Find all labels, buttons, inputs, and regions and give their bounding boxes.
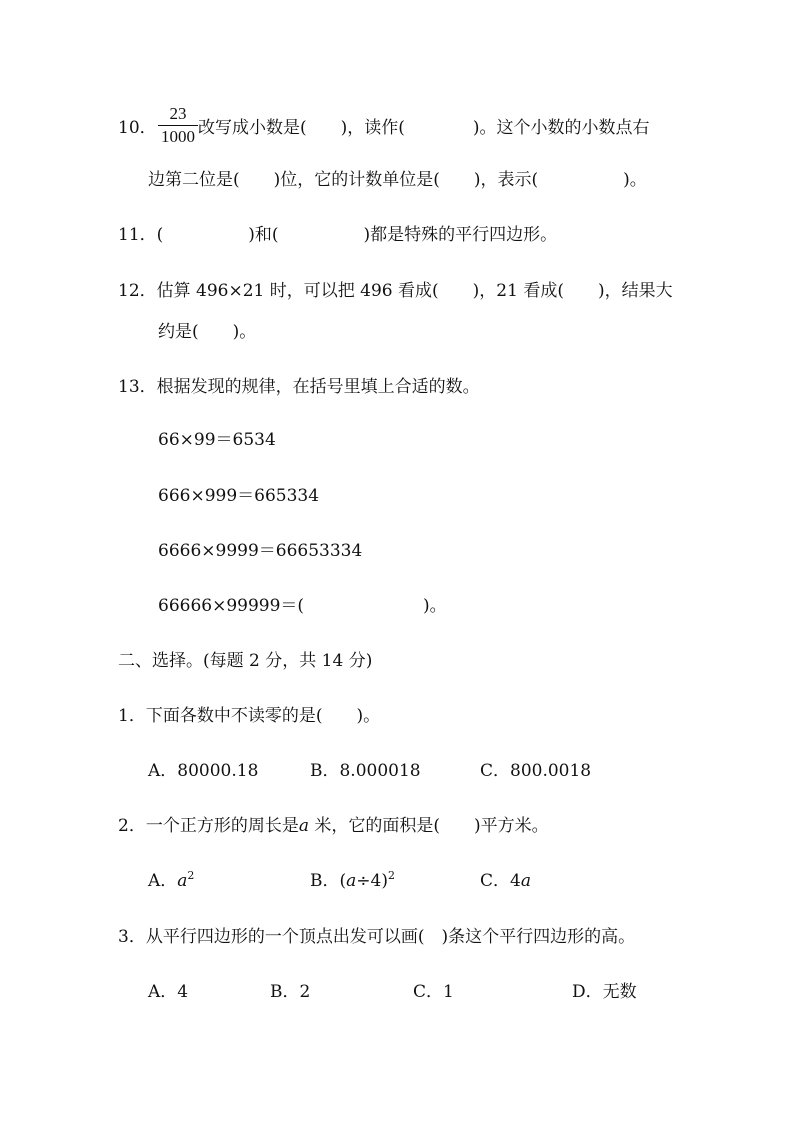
- choice-1-option-b: B．8.000018: [310, 761, 421, 781]
- q10-fraction: [158, 104, 198, 147]
- q13-equation-1: 66×99＝6534: [158, 430, 276, 450]
- q12-line1-text: 12．估算 496×21 时，可以把 496 看成( )，21 看成( )，结果大: [118, 281, 673, 301]
- choice-2-stem-part2: 米，它的面积是( )平方米。: [308, 816, 549, 836]
- q10-line1-text: 改写成小数是( )，读作( )。这个小数的小数点右: [198, 118, 650, 138]
- q11-text: 11．( )和( )都是特殊的平行四边形。: [118, 225, 558, 245]
- choice-2-stem-part1: 2．一个正方形的周长是: [118, 816, 299, 836]
- option-b-label: B．(: [310, 871, 347, 891]
- option-b-variable: a: [346, 871, 357, 891]
- q13-equation-4: 66666×99999＝( )。: [158, 596, 447, 616]
- option-a-exponent: 2: [187, 869, 195, 882]
- fraction-bar: [158, 125, 198, 126]
- choice-1-stem: 1．下面各数中不读零的是( )。: [118, 706, 381, 726]
- choice-2-option-c: [480, 870, 531, 892]
- fraction-numerator: 23: [169, 104, 187, 123]
- choice-2-option-b: [310, 870, 395, 892]
- choice-3-option-c: C．1: [413, 982, 454, 1002]
- q10-line2-text: 边第二位是( )位，它的计数单位是( )，表示( )。: [148, 170, 647, 190]
- choice-2-stem: [118, 815, 549, 837]
- section-2-title: 二、选择。(每题 2 分，共 14 分): [118, 651, 373, 671]
- option-b-rest: ÷4): [356, 871, 388, 891]
- choice-3-option-a: A．4: [148, 982, 189, 1002]
- choice-1-option-a: A．80000.18: [148, 761, 259, 781]
- fraction-denominator: 1000: [161, 127, 195, 146]
- q13-text: 13．根据发现的规律，在括号里填上合适的数。: [118, 377, 480, 397]
- option-c-label: C．4: [480, 871, 521, 891]
- option-b-exponent: 2: [387, 869, 395, 882]
- choice-3-option-d: D．无数: [572, 982, 637, 1002]
- q12-line2-text: 约是( )。: [158, 322, 257, 342]
- choice-2-option-a: [148, 870, 194, 892]
- option-a-variable: a: [177, 871, 188, 891]
- q13-equation-3: 6666×9999＝66653334: [158, 541, 363, 561]
- choice-3-stem: 3．从平行四边形的一个顶点出发可以画( )条这个平行四边形的高。: [118, 927, 636, 947]
- choice-1-option-c: C．800.0018: [480, 761, 592, 781]
- variable-a: a: [298, 816, 309, 836]
- option-a-label: A．: [148, 871, 178, 891]
- q13-equation-2: 666×999＝665334: [158, 486, 320, 506]
- choice-3-option-b: B．2: [270, 982, 311, 1002]
- option-c-variable: a: [520, 871, 531, 891]
- q10-number: 10．: [118, 118, 157, 138]
